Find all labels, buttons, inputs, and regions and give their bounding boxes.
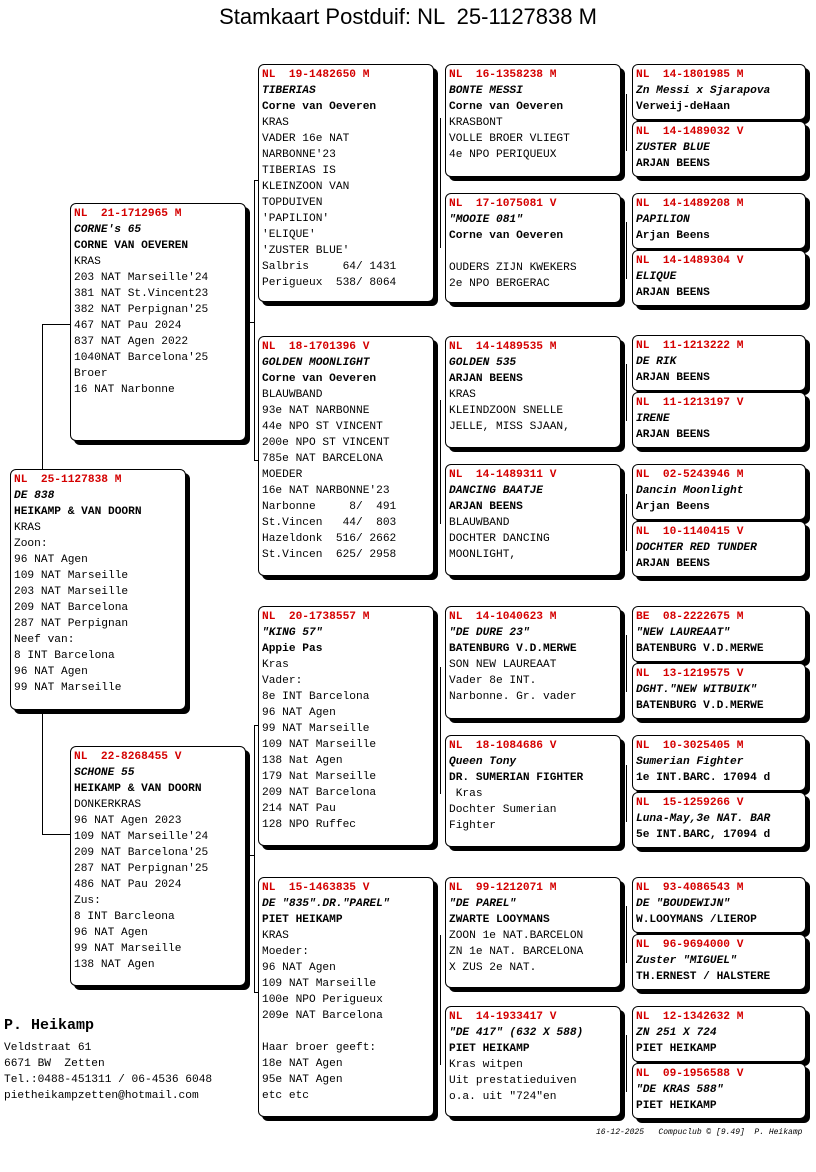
- pigeon-card-ffm[interactable]: [445, 193, 621, 303]
- info-line: 8e INT Barcelona: [262, 691, 370, 703]
- pigeon-name: DANCING BAATJE: [449, 485, 543, 497]
- info-line: Kras witpen: [449, 1059, 523, 1071]
- breeder-name: Appie Pas: [262, 643, 323, 655]
- ring-number: NL 12-1342632 M: [636, 1011, 744, 1023]
- breeder-name: CORNE VAN OEVEREN: [74, 240, 189, 252]
- info-line: SON NEW LAUREAAT: [449, 659, 557, 671]
- connector-line: [42, 324, 71, 325]
- pigeon-name: DE "BOUDEWIJN": [636, 898, 730, 910]
- info-line: 8 INT Barcleona: [74, 911, 175, 923]
- ring-number: NL 21-1712965 M: [74, 208, 182, 220]
- info-line: KRASBONT: [449, 117, 503, 129]
- breeder-name: BATENBURG V.D.MERWE: [636, 700, 764, 712]
- info-line: 203 NAT Marseille'24: [74, 272, 209, 284]
- ring-number: NL 10-1140415 V: [636, 526, 744, 538]
- ring-number: NL 18-1084686 V: [449, 740, 557, 752]
- ring-number: NL 15-1259266 V: [636, 797, 744, 809]
- pigeon-name: GOLDEN MOONLIGHT: [262, 357, 370, 369]
- ring-number: NL 11-1213197 V: [636, 397, 744, 409]
- pigeon-name: "DE 417" (632 X 588): [449, 1027, 584, 1039]
- connector-line: [626, 494, 627, 551]
- pigeon-name: DOCHTER RED TUNDER: [636, 542, 757, 554]
- breeder-name: DR. SUMERIAN FIGHTER: [449, 772, 584, 784]
- info-line: 16 NAT Narbonne: [74, 384, 175, 396]
- info-line: 382 NAT Perpignan'25: [74, 304, 209, 316]
- pigeon-card-fmf[interactable]: [445, 336, 621, 448]
- pigeon-card-g11[interactable]: [632, 735, 806, 791]
- info-line: 138 NAT Agen: [74, 959, 155, 971]
- info-line: Moeder:: [262, 946, 309, 958]
- breeder-name: PIET HEIKAMP: [262, 914, 343, 926]
- info-line: JELLE, MISS SJAAN,: [449, 421, 570, 433]
- info-line: 100e NPO Perigueux: [262, 994, 383, 1006]
- info-line: KRAS: [262, 930, 289, 942]
- connector-line: [440, 935, 441, 1065]
- info-line: 93e NAT NARBONNE: [262, 405, 370, 417]
- pigeon-card-g2[interactable]: [632, 121, 806, 177]
- breeder-name: PIET HEIKAMP: [636, 1043, 717, 1055]
- pigeon-card-g16[interactable]: [632, 1063, 806, 1119]
- connector-line: [440, 400, 441, 524]
- pigeon-name: DE 838: [14, 490, 55, 502]
- info-line: [262, 1024, 430, 1040]
- pigeon-card-g9[interactable]: [632, 606, 806, 662]
- info-line: 128 NPO Ruffec: [262, 819, 356, 831]
- pigeon-name: DE "835".DR."PAREL": [262, 898, 390, 910]
- pigeon-card-g10[interactable]: [632, 663, 806, 719]
- pigeon-name: DGHT."NEW WITBUIK": [636, 684, 757, 696]
- info-line: Kras: [449, 788, 483, 800]
- connector-line: [42, 324, 43, 470]
- pigeon-name: "DE PAREL": [449, 898, 517, 910]
- info-line: 837 NAT Agen 2022: [74, 336, 189, 348]
- pigeon-name: CORNE's 65: [74, 224, 142, 236]
- pigeon-name: ZUSTER BLUE: [636, 142, 710, 154]
- pigeon-card-mfm[interactable]: [445, 735, 621, 847]
- ring-number: NL 19-1482650 M: [262, 69, 370, 81]
- footer-credit: 16-12-2025 Compuclub © [9.49] P. Heikamp: [596, 1128, 803, 1137]
- pigeon-name: ELIQUE: [636, 271, 677, 283]
- pigeon-name: Dancin Moonlight: [636, 485, 744, 497]
- info-line: 99 NAT Marseille: [262, 723, 370, 735]
- breeder-name: Arjan Beens: [636, 501, 710, 513]
- ring-number: NL 10-3025405 M: [636, 740, 744, 752]
- breeder-name: Corne van Oeveren: [262, 373, 377, 385]
- connector-line: [254, 725, 255, 992]
- owner-info: [4, 1018, 212, 1104]
- connector-line: [626, 1035, 627, 1092]
- info-line: Vader:: [262, 675, 303, 687]
- info-line: ZN 1e NAT. BARCELONA: [449, 946, 584, 958]
- pigeon-name: DE RIK: [636, 356, 677, 368]
- info-line: MOEDER: [262, 469, 303, 481]
- info-line: Uit prestatieduiven: [449, 1075, 577, 1087]
- info-line: ZOON 1e NAT.BARCELON: [449, 930, 584, 942]
- info-line: 99 NAT Marseille: [74, 943, 182, 955]
- ring-number: NL 14-1933417 V: [449, 1011, 557, 1023]
- info-line: KRAS: [262, 117, 289, 129]
- pigeon-card-father[interactable]: [70, 203, 246, 441]
- owner-email: pietheikampzetten@hotmail.com: [4, 1090, 199, 1102]
- breeder-name: Arjan Beens: [636, 230, 710, 242]
- pigeon-card-g12[interactable]: [632, 792, 806, 848]
- pigeon-name: "DE DURE 23": [449, 627, 530, 639]
- ring-number: NL 18-1701396 V: [262, 341, 370, 353]
- info-line: VADER 16e NAT: [262, 133, 350, 145]
- breeder-name: ARJAN BEENS: [636, 158, 710, 170]
- info-line: Narbonne. Gr. vader: [449, 691, 577, 703]
- pigeon-card-g15[interactable]: [632, 1006, 806, 1062]
- connector-line: [440, 118, 441, 248]
- page-title: Stamkaart Postduif: NL 25-1127838 M: [219, 4, 597, 29]
- breeder-name: ARJAN BEENS: [636, 287, 710, 299]
- ring-number: NL 14-1040623 M: [449, 611, 557, 623]
- connector-line: [626, 635, 627, 692]
- info-line: St.Vincen 625/ 2958: [262, 549, 397, 561]
- pigeon-card-mm[interactable]: [258, 877, 434, 1117]
- breeder-name: Corne van Oeveren: [449, 230, 564, 242]
- info-line: Zoon:: [14, 538, 48, 550]
- ring-number: NL 20-1738557 M: [262, 611, 370, 623]
- info-line: 109 NAT Marseille: [262, 978, 377, 990]
- pigeon-name: TIBERIAS: [262, 85, 316, 97]
- connector-line: [440, 667, 441, 794]
- pigeon-card-g7[interactable]: [632, 464, 806, 520]
- breeder-name: BATENBURG V.D.MERWE: [449, 643, 577, 655]
- pigeon-name: BONTE MESSI: [449, 85, 523, 97]
- info-line: MOONLIGHT,: [449, 549, 517, 561]
- info-line: DOCHTER DANCING: [449, 533, 550, 545]
- info-line: BLAUWBAND: [262, 389, 323, 401]
- info-line: 96 NAT Agen: [14, 554, 88, 566]
- ring-number: BE 08-2222675 M: [636, 611, 744, 623]
- info-line: 209 NAT Barcelona'25: [74, 847, 209, 859]
- connector-line: [246, 322, 255, 323]
- breeder-name: HEIKAMP & VAN DOORN: [74, 783, 202, 795]
- info-line: 18e NAT Agen: [262, 1058, 343, 1070]
- info-line: St.Vincen 44/ 803: [262, 517, 397, 529]
- info-line: 96 NAT Agen: [74, 927, 148, 939]
- info-line: Hazeldonk 516/ 2662: [262, 533, 397, 545]
- pigeon-name: SCHONE 55: [74, 767, 135, 779]
- info-line: 109 NAT Marseille'24: [74, 831, 209, 843]
- info-line: Fighter: [449, 820, 496, 832]
- pigeon-card-fmm[interactable]: [445, 464, 621, 576]
- info-line: OUDERS ZIJN KWEKERS: [449, 262, 577, 274]
- info-line: 'ZUSTER BLUE': [262, 245, 350, 257]
- breeder-name: Corne van Oeveren: [262, 101, 377, 113]
- info-line: Broer: [74, 368, 108, 380]
- ring-number: NL 99-1212071 M: [449, 882, 557, 894]
- info-line: 4e NPO PERIQUEUX: [449, 149, 557, 161]
- info-line: KRAS: [74, 256, 101, 268]
- connector-line: [42, 712, 43, 834]
- connector-line: [246, 855, 255, 856]
- ring-number: NL 93-4086543 M: [636, 882, 744, 894]
- connector-line: [626, 222, 627, 279]
- info-line: 214 NAT Pau: [262, 803, 336, 815]
- pigeon-card-ff[interactable]: [258, 64, 434, 302]
- breeder-name: W.LOOYMANS /LIEROP: [636, 914, 757, 926]
- pigeon-name: "DE KRAS 588": [636, 1084, 724, 1096]
- breeder-name: 1e INT.BARC. 17094 d: [636, 772, 771, 784]
- info-line: 486 NAT Pau 2024: [74, 879, 182, 891]
- pigeon-name: Queen Tony: [449, 756, 517, 768]
- pigeon-card-mff[interactable]: [445, 606, 621, 719]
- info-line: 99 NAT Marseille: [14, 682, 122, 694]
- info-line: Zus:: [74, 895, 101, 907]
- pigeon-card-g6[interactable]: [632, 392, 806, 448]
- breeder-name: HEIKAMP & VAN DOORN: [14, 506, 142, 518]
- ring-number: NL 15-1463835 V: [262, 882, 370, 894]
- pigeon-name: IRENE: [636, 413, 670, 425]
- info-line: 'PAPILION': [262, 213, 330, 225]
- info-line: Dochter Sumerian: [449, 804, 557, 816]
- ring-number: NL 09-1956588 V: [636, 1068, 744, 1080]
- pigeon-name: Luna-May,3e NAT. BAR: [636, 813, 771, 825]
- info-line: 96 NAT Agen 2023: [74, 815, 182, 827]
- breeder-name: TH.ERNEST / HALSTERE: [636, 971, 771, 983]
- info-line: o.a. uit "724"en: [449, 1091, 557, 1103]
- info-line: KLEINDZOON SNELLE: [449, 405, 564, 417]
- pigeon-card-g4[interactable]: [632, 250, 806, 306]
- info-line: Neef van:: [14, 634, 75, 646]
- ring-number: NL 14-1489208 M: [636, 198, 744, 210]
- info-line: Haar broer geeft:: [262, 1042, 377, 1054]
- owner-postcode: 6671 BW Zetten: [4, 1058, 105, 1070]
- connector-line: [626, 94, 627, 151]
- info-line: Narbonne 8/ 491: [262, 501, 397, 513]
- info-line: [449, 244, 617, 260]
- info-line: etc etc: [262, 1090, 309, 1102]
- ring-number: NL 11-1213222 M: [636, 340, 744, 352]
- connector-line: [626, 906, 627, 963]
- pigeon-name: GOLDEN 535: [449, 357, 517, 369]
- ring-number: NL 13-1219575 V: [636, 668, 744, 680]
- info-line: 200e NPO ST VINCENT: [262, 437, 390, 449]
- pigeon-card-mmm[interactable]: [445, 1006, 621, 1117]
- ring-number: NL 14-1489032 V: [636, 126, 744, 138]
- connector-line: [626, 765, 627, 822]
- breeder-name: PIET HEIKAMP: [636, 1100, 717, 1112]
- ring-number: NL 14-1489535 M: [449, 341, 557, 353]
- pigeon-card-mf[interactable]: [258, 606, 434, 846]
- pigeon-card-subject[interactable]: [10, 469, 186, 710]
- info-line: Vader 8e INT.: [449, 675, 537, 687]
- owner-address: Veldstraat 61: [4, 1042, 92, 1054]
- owner-name: P. Heikamp: [4, 1017, 95, 1034]
- info-line: 96 NAT Agen: [14, 666, 88, 678]
- breeder-name: BATENBURG V.D.MERWE: [636, 643, 764, 655]
- pigeon-card-g3[interactable]: [632, 193, 806, 249]
- pigeon-card-mother[interactable]: [70, 746, 246, 986]
- ring-number: NL 14-1801985 M: [636, 69, 744, 81]
- info-line: 203 NAT Marseille: [14, 586, 129, 598]
- info-line: 138 Nat Agen: [262, 755, 343, 767]
- ring-number: NL 02-5243946 M: [636, 469, 744, 481]
- owner-phone: Tel.:0488-451311 / 06-4536 6048: [4, 1074, 213, 1086]
- pigeon-card-g1[interactable]: [632, 64, 806, 120]
- info-line: 109 NAT Marseille: [262, 739, 377, 751]
- info-line: 95e NAT Agen: [262, 1074, 343, 1086]
- pigeon-card-fff[interactable]: [445, 64, 621, 177]
- info-line: BLAUWBAND: [449, 517, 510, 529]
- info-line: 109 NAT Marseille: [14, 570, 129, 582]
- info-line: 381 NAT St.Vincent23: [74, 288, 209, 300]
- info-line: KLEINZOON VAN: [262, 181, 350, 193]
- info-line: 209 NAT Barcelona: [14, 602, 129, 614]
- breeder-name: ZWARTE LOOYMANS: [449, 914, 550, 926]
- breeder-name: Verweij-deHaan: [636, 101, 730, 113]
- ring-number: NL 16-1358238 M: [449, 69, 557, 81]
- info-line: 8 INT Barcelona: [14, 650, 115, 662]
- pigeon-card-g5[interactable]: [632, 335, 806, 391]
- pigeon-name: "NEW LAUREAAT": [636, 627, 730, 639]
- info-line: 467 NAT Pau 2024: [74, 320, 182, 332]
- pigeon-card-g14[interactable]: [632, 934, 806, 990]
- info-line: 287 NAT Perpignan'25: [74, 863, 209, 875]
- breeder-name: Corne van Oeveren: [449, 101, 564, 113]
- breeder-name: 5e INT.BARC, 17094 d: [636, 829, 771, 841]
- info-line: 2e NPO BERGERAC: [449, 278, 550, 290]
- breeder-name: PIET HEIKAMP: [449, 1043, 530, 1055]
- pigeon-card-mmf[interactable]: [445, 877, 621, 988]
- breeder-name: ARJAN BEENS: [636, 429, 710, 441]
- info-line: 287 NAT Perpignan: [14, 618, 129, 630]
- info-line: 1040NAT Barcelona'25: [74, 352, 209, 364]
- ring-number: NL 14-1489304 V: [636, 255, 744, 267]
- connector-line: [626, 364, 627, 421]
- info-line: TIBERIAS IS: [262, 165, 336, 177]
- info-line: NARBONNE'23: [262, 149, 336, 161]
- info-line: 179 Nat Marseille: [262, 771, 377, 783]
- breeder-name: ARJAN BEENS: [636, 372, 710, 384]
- connector-line: [42, 834, 71, 835]
- info-line: Perigueux 538/ 8064: [262, 277, 397, 289]
- info-line: 16e NAT NARBONNE'23: [262, 485, 390, 497]
- pigeon-card-g13[interactable]: [632, 877, 806, 933]
- connector-line: [254, 180, 255, 460]
- ring-number: NL 14-1489311 V: [449, 469, 557, 481]
- info-line: 44e NPO ST VINCENT: [262, 421, 383, 433]
- pigeon-name: Zuster "MIGUEL": [636, 955, 737, 967]
- pigeon-card-g8[interactable]: [632, 521, 806, 577]
- pigeon-name: Sumerian Fighter: [636, 756, 744, 768]
- info-line: KRAS: [449, 389, 476, 401]
- info-line: VOLLE BROER VLIEGT: [449, 133, 570, 145]
- info-line: 96 NAT Agen: [262, 962, 336, 974]
- pigeon-name: "MOOIE 081": [449, 214, 523, 226]
- info-line: Salbris 64/ 1431: [262, 261, 397, 273]
- ring-number: NL 17-1075081 V: [449, 198, 557, 210]
- pigeon-card-fm[interactable]: [258, 336, 434, 576]
- ring-number: NL 22-8268455 V: [74, 751, 182, 763]
- info-line: Kras: [262, 659, 289, 671]
- pigeon-name: "KING 57": [262, 627, 323, 639]
- info-line: DONKERKRAS: [74, 799, 142, 811]
- ring-number: NL 96-9694000 V: [636, 939, 744, 951]
- info-line: 209e NAT Barcelona: [262, 1010, 383, 1022]
- info-line: X ZUS 2e NAT.: [449, 962, 537, 974]
- info-line: 96 NAT Agen: [262, 707, 336, 719]
- pigeon-name: ZN 251 X 724: [636, 1027, 717, 1039]
- breeder-name: ARJAN BEENS: [449, 501, 523, 513]
- pigeon-name: Zn Messi x Sjarapova: [636, 85, 771, 97]
- info-line: TOPDUIVEN: [262, 197, 323, 209]
- info-line: KRAS: [14, 522, 41, 534]
- info-line: 'ELIQUE': [262, 229, 316, 241]
- info-line: 209 NAT Barcelona: [262, 787, 377, 799]
- breeder-name: ARJAN BEENS: [449, 373, 523, 385]
- pigeon-name: PAPILION: [636, 214, 690, 226]
- info-line: 785e NAT BARCELONA: [262, 453, 383, 465]
- ring-number: NL 25-1127838 M: [14, 474, 122, 486]
- breeder-name: ARJAN BEENS: [636, 558, 710, 570]
